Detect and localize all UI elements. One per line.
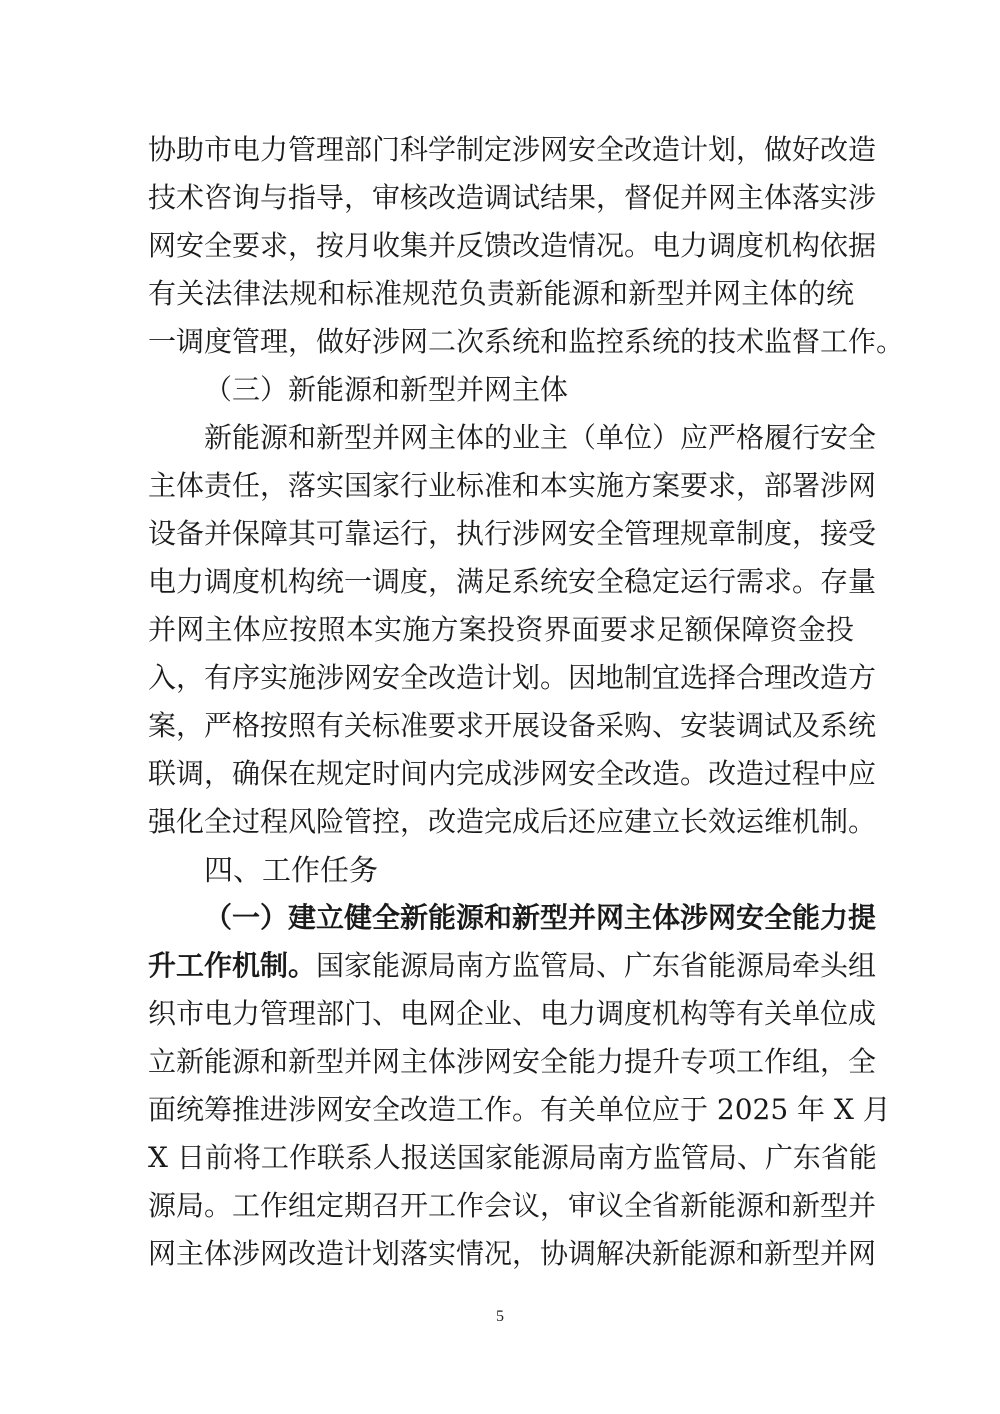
normal-run: 国家能源局南方监管局、广东省能源局牵头组 [316,949,877,982]
body-line-19: 织市电力管理部门、电网企业、电力调度机构等有关单位成 [148,997,877,1030]
subheading-section-3: （三）新能源和新型并网主体 [204,373,569,406]
body-line-10: 电力调度机构统一调度，满足系统安全稳定运行需求。存量 [148,565,877,598]
body-line-12: 入，有序实施涉网安全改造计划。因地制宜选择合理改造方 [148,661,877,694]
body-line-7: 新能源和新型并网主体的业主（单位）应严格履行安全 [204,421,877,454]
body-line-8: 主体责任，落实国家行业标准和本实施方案要求，部署涉网 [148,469,877,502]
body-line-3: 网安全要求，按月收集并反馈改造情况。电力调度机构依据 [148,229,877,262]
mixed-line-18 [148,942,877,990]
body-line-20: 立新能源和新型并网主体涉网安全能力提升专项工作组，全 [148,1045,877,1078]
document-body [148,126,905,1278]
body-line-21: 面统筹推进涉网安全改造工作。有关单位应于 2025 年 X 月 [148,1093,891,1126]
body-line-9: 设备并保障其可靠运行，执行涉网安全管理规章制度，接受 [148,517,877,550]
body-line-15: 强化全过程风险管控，改造完成后还应建立长效运维机制。 [148,805,877,838]
body-line-22: X 日前将工作联系人报送国家能源局南方监管局、广东省能 [148,1141,877,1174]
body-line-24: 网主体涉网改造计划落实情况，协调解决新能源和新型并网 [148,1237,877,1270]
page-number: 5 [496,1308,504,1325]
body-line-23: 源局。工作组定期召开工作会议，审议全省新能源和新型并 [148,1189,877,1222]
body-line-13: 案，严格按照有关标准要求开展设备采购、安装调试及系统 [148,709,877,742]
body-line-5: 一调度管理，做好涉网二次系统和监控系统的技术监督工作。 [148,325,905,358]
body-line-2: 技术咨询与指导，审核改造调试结果，督促并网主体落实涉 [148,181,877,214]
body-line-4: 有关法律法规和标准规范负责新能源和新型并网主体的统 [148,277,854,310]
section-heading-4: 四、工作任务 [204,853,379,887]
body-line-14: 联调，确保在规定时间内完成涉网安全改造。改造过程中应 [148,757,877,790]
bold-line-17: （一）建立健全新能源和新型并网主体涉网安全能力提 [204,901,877,934]
bold-run: 升工作机制。 [148,949,317,982]
body-line-11: 并网主体应按照本实施方案投资界面要求足额保障资金投 [148,613,854,646]
body-line-1: 协助市电力管理部门科学制定涉网安全改造计划，做好改造 [148,133,877,166]
